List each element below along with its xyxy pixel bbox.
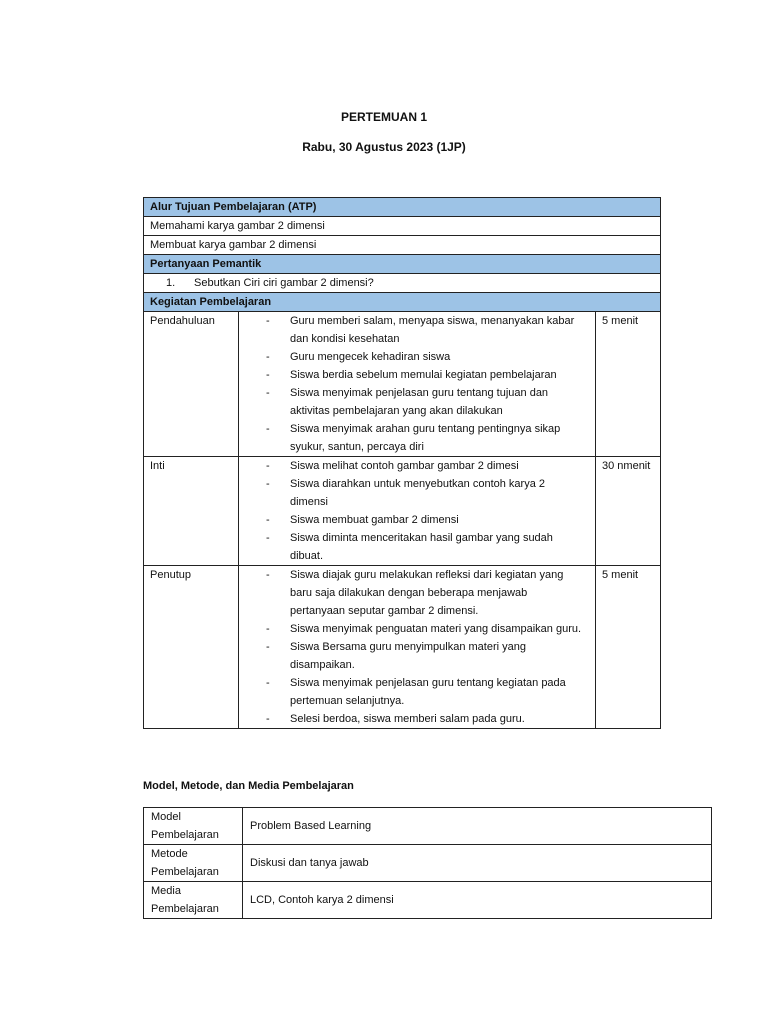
list-item: - Selesi berdoa, siswa memberi salam pada guru. — [245, 710, 589, 728]
bullet-dash: - — [266, 623, 270, 635]
pemantik-question-cell — [144, 274, 661, 293]
phase-name: Inti — [144, 457, 239, 566]
lesson-plan-table — [143, 197, 661, 729]
bullet-dash: - — [266, 369, 270, 381]
model-table — [143, 807, 712, 919]
question-text: Sebutkan Ciri ciri gambar 2 dimensi? — [194, 277, 374, 289]
list-item: - Siswa menyimak penguatan materi yang disampaikan guru. — [245, 620, 589, 638]
atp-item: Membuat karya gambar 2 dimensi — [144, 236, 661, 255]
metode-key: Metode Pembelajaran — [144, 845, 243, 882]
table-row — [144, 217, 661, 236]
list-item: - Siswa menyimak arahan guru tentang pentingnya sikap syukur, santun, percaya diri — [245, 420, 589, 456]
table-row — [144, 457, 661, 566]
bullet-dash: - — [266, 713, 270, 725]
list-item: - Guru mengecek kehadiran siswa — [245, 348, 589, 366]
list-item: - Siswa Bersama guru menyimpulkan materi yang disampaikan. — [245, 638, 589, 674]
bullet-dash: - — [266, 569, 270, 581]
table-row — [144, 845, 712, 882]
page-title: PERTEMUAN 1 — [340, 110, 427, 124]
bullet-dash: - — [266, 351, 270, 363]
bullet-dash: - — [266, 514, 270, 526]
media-key: Media Pembelajaran — [144, 882, 243, 919]
metode-value: Diskusi dan tanya jawab — [243, 845, 712, 882]
bullet-dash: - — [266, 315, 270, 327]
table-row — [144, 293, 661, 312]
kegiatan-heading: Kegiatan Pembelajaran — [144, 293, 661, 312]
list-item: - Siswa melihat contoh gambar gambar 2 dimesi — [245, 457, 589, 475]
pemantik-heading: Pertanyaan Pemantik — [144, 255, 661, 274]
phase-time: 5 menit — [596, 566, 661, 729]
bullet-dash: - — [266, 460, 270, 472]
table-row — [144, 255, 661, 274]
list-item: - Siswa menyimak penjelasan guru tentang kegiatan pada pertemuan selanjutnya. — [245, 674, 589, 710]
model-key: Model Pembelajaran — [144, 808, 243, 845]
phase-time: 5 menit — [596, 312, 661, 457]
phase-time: 30 nmenit — [596, 457, 661, 566]
list-item: - Siswa diminta menceritakan hasil gambar yang sudah dibuat. — [245, 529, 589, 565]
phase-name: Penutup — [144, 566, 239, 729]
bullet-dash: - — [266, 677, 270, 689]
list-item: - Siswa menyimak penjelasan guru tentang tujuan dan aktivitas pembelajaran yang akan dilakukan — [245, 384, 589, 420]
phase-activities — [239, 566, 596, 729]
bullet-dash: - — [266, 387, 270, 399]
list-item: - Siswa diajak guru melakukan refleksi dari kegiatan yang baru saja dilakukan dengan beberapa menjawab pertanyaan seputar gambar 2 dimensi. — [245, 566, 589, 620]
table-row — [144, 882, 712, 919]
table-row — [144, 198, 661, 217]
table-row — [144, 274, 661, 293]
table-row — [144, 312, 661, 457]
bullet-dash: - — [266, 641, 270, 653]
model-value: Problem Based Learning — [243, 808, 712, 845]
bullet-dash: - — [266, 532, 270, 544]
section-heading: Model, Metode, dan Media Pembelajaran — [143, 780, 354, 792]
table-row — [144, 236, 661, 255]
media-value: LCD, Contoh karya 2 dimensi — [243, 882, 712, 919]
page-date: Rabu, 30 Agustus 2023 (1JP) — [302, 140, 466, 154]
phase-activities — [239, 457, 596, 566]
list-item: - Guru memberi salam, menyapa siswa, menanyakan kabar dan kondisi kesehatan — [245, 312, 589, 348]
list-item: - Siswa berdia sebelum memulai kegiatan pembelajaran — [245, 366, 589, 384]
bullet-dash: - — [266, 478, 270, 490]
atp-item: Memahami karya gambar 2 dimensi — [144, 217, 661, 236]
phase-activities — [239, 312, 596, 457]
list-item: - Siswa membuat gambar 2 dimensi — [245, 511, 589, 529]
atp-heading: Alur Tujuan Pembelajaran (ATP) — [144, 198, 661, 217]
list-item: - Siswa diarahkan untuk menyebutkan contoh karya 2 dimensi — [245, 475, 589, 511]
table-row — [144, 566, 661, 729]
table-row — [144, 808, 712, 845]
bullet-dash: - — [266, 423, 270, 435]
question-number: 1. — [166, 277, 176, 289]
phase-name: Pendahuluan — [144, 312, 239, 457]
